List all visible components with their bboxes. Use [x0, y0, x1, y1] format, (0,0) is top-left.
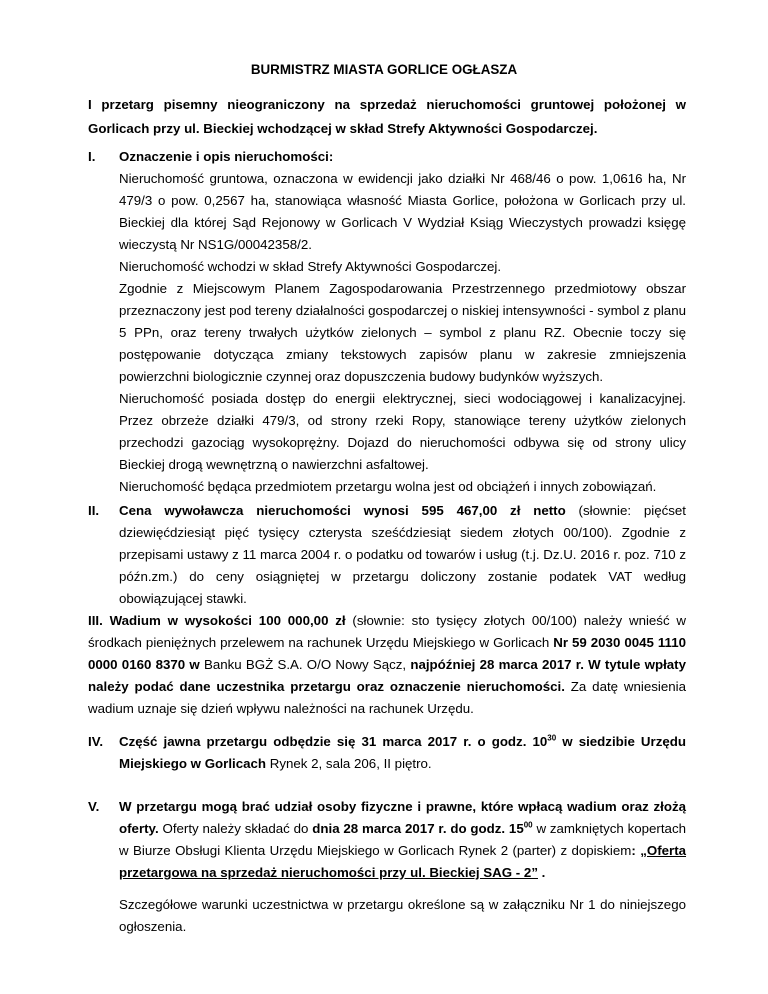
deposit-amount: Wadium w wysokości 100 000,00 zł — [109, 613, 346, 628]
section-2-number: II. — [88, 503, 100, 518]
section-3-body — [88, 610, 686, 720]
starting-price: Cena wywoławcza nieruchomości wynosi 595 467,00 zł netto — [119, 503, 566, 518]
section-1-paragraph-5: Nieruchomość będąca przedmiotem przetargu wolna jest od obciążeń i innych zobowiązań. — [119, 479, 657, 494]
section-5-period: . — [537, 865, 546, 880]
section-4-number: IV. — [88, 734, 104, 749]
participation-condition: W przetargu mogą brać udział osoby fizyczne i prawne, które wpłacą wadium oraz złożą oferty. — [119, 799, 686, 836]
section-1-paragraph-3: Zgodnie z Miejscowym Planem Zagospodarowania Przestrzennego przedmiotowy obszar przeznaczony jest pod tereny działalności gospodarczej o niskiej intensywności - symbol z planu 5 PPn, oraz tereny trwałych użytków zielonych – symbol z planu RZ. Obecnie toczy się postępowanie dotycząca zmiany tekstowych zapisów planu w zakresie zmniejszenia powierzchni biologicznie czynnej oraz dopuszczenia budowy budynków wyższych. — [119, 281, 686, 384]
section-2-body — [119, 500, 686, 610]
section-1-body — [119, 146, 686, 498]
section-5-paragraph-2: Szczegółowe warunki uczestnictwa w przetargu określone są w załączniku Nr 1 do niniejszego ogłoszenia. — [119, 897, 686, 934]
announcement-subject: I przetarg pisemny nieograniczony na sprzedaż nieruchomości gruntowej położonej w Gorlicach przy ul. Bieckiej wchodzącej w skład Strefy Aktywności Gospodarczej. — [88, 97, 686, 136]
section-1-heading: Oznaczenie i opis nieruchomości: — [119, 149, 334, 164]
section-1-paragraph-4: Nieruchomość posiada dostęp do energii elektrycznej, sieci wodociągowej i kanalizacyjnej. Przez obrzeże działki 479/3, od strony rzeki Ropy, stanowiące tereny użytków zielonych przechodzi gazociąg wysokoprężny. Dojazd do nieruchomości odbywa się od strony ulicy Bieckiej drogą wewnętrzną o nawierzchni asfaltowej. — [119, 391, 686, 472]
section-1-number: I. — [88, 149, 96, 164]
section-3-text-3: Za datę wniesienia wadium uznaje się dzień wpływu należności na rachunek Urzędu. — [88, 679, 687, 716]
section-1-paragraph-2: Nieruchomość wchodzi w skład Strefy Aktywności Gospodarczej. — [119, 259, 502, 274]
auction-venue: w siedzibie Urzędu Miejskiego w Gorlicach — [119, 734, 686, 771]
envelope-inscription: „Oferta przetargowa na sprzedaż nieruchomości przy ul. Bieckiej SAG - 2” — [119, 843, 687, 880]
section-5-text-2: w zamkniętych kopertach w Biurze Obsługi Klienta Urzędu Miejskiego w Gorlicach Rynek 2 (parter) z dopiskiem — [119, 821, 686, 858]
auction-date: Część jawna przetargu odbędzie się 31 marca 2017 r. o godz. 10 — [119, 734, 548, 749]
auction-room: Rynek 2, sala 206, II piętro. — [266, 756, 432, 771]
auction-time-minutes: 30 — [547, 733, 557, 743]
offer-time-minutes: 00 — [523, 820, 533, 830]
section-4-body — [119, 731, 686, 775]
section-3-number: III. — [88, 613, 103, 628]
deposit-deadline: najpóźniej 28 marca 2017 r. W tytule wpłaty należy podać dane uczestnika przetargu oraz oznaczenie nieruchomości. — [88, 657, 686, 694]
section-5-number: V. — [88, 799, 100, 814]
section-5-colon: : — [631, 843, 641, 858]
section-5-body — [119, 796, 686, 938]
section-1-paragraph-1: Nieruchomość gruntowa, oznaczona w ewidencji jako działki Nr 468/46 o pow. 1,0616 ha, Nr 479/3 o pow. 0,2567 ha, stanowiąca własność Miasta Gorlice, położona w Gorlicach przy ul. Bieckiej dla której Sąd Rejonowy w Gorlicach V Wydział Ksiąg Wieczystych prowadzi księgę wieczystą Nr NS1G/00042358/2. — [119, 171, 686, 252]
section-2-text: (słownie: pięćset dziewięćdziesiąt pięć tysięcy czterysta sześćdziesiąt siedem złotych 00/100). Zgodnie z przepisami ustawy z 11 marca 2004 r. o podatku od towarów i usług (t.j. Dz.U. 2016 r. poz. 710 z późn.zm.) do ceny osiągniętej w przetargu doliczony zostanie podatek VAT według obowiązującej stawki. — [119, 503, 686, 606]
section-3-text-1: (słownie: sto tysięcy złotych 00/100) należy wnieść w środkach pieniężnych przelewem na rachunek Urzędu Miejskiego w Gorlicach — [88, 613, 687, 650]
section-3-text-2: Banku BGŻ S.A. O/O Nowy Sącz, — [199, 657, 411, 672]
offer-deadline: dnia 28 marca 2017 r. do godz. 15 — [312, 821, 524, 836]
section-5-text-1: Oferty należy składać do — [158, 821, 313, 836]
bank-account-number: Nr 59 2030 0045 1110 0000 0160 8370 w — [88, 635, 686, 672]
document-title: BURMISTRZ MIASTA GORLICE OGŁASZA — [250, 62, 518, 77]
